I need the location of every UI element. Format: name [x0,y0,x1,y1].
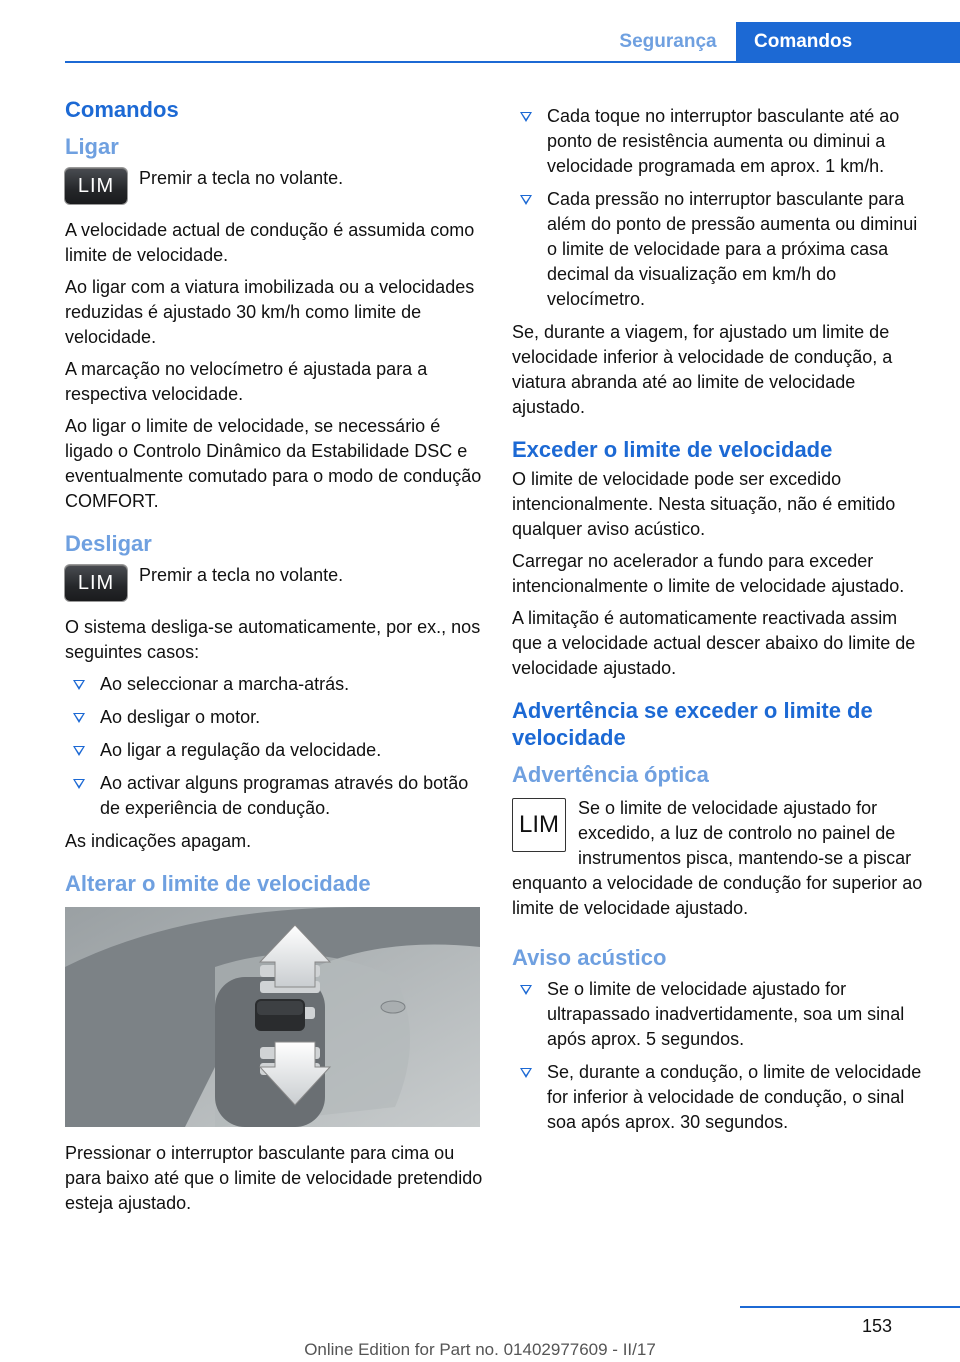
ligar-paragraph-4: Ao ligar o limite de velocidade, se necessário é ligado o Controlo Dinâmico da Estabilidade DSC e eventualmente comutado para o modo de condução COMFORT. [65,416,482,511]
heading-desligar: Desligar [65,531,152,556]
heading-alterar: Alterar o limite de velocidade [65,871,371,896]
exceder-paragraph-3: A limitação é automaticamente reactivada assim que a velocidade actual descer abaixo do limite de velocidade ajustado. [512,608,916,678]
heading-advertencia-optica: Advertência óptica [512,762,709,787]
desligar-key-row [65,563,485,601]
right-column [512,104,932,1143]
exceder-paragraph-1: O limite de velocidade pode ser excedido intencionalmente. Nesta situação, não é emitido qualquer aviso acústico. [512,469,896,539]
lim-indicator-icon: LIM [512,798,566,852]
alterar-caption: Pressionar o interruptor basculante para cima ou para baixo até que o limite de velocidade pretendido esteja ajustado. [65,1143,483,1213]
list-item: Se o limite de velocidade ajustado for ultrapassado inadvertidamente, soa um sinal após aprox. 5 segundos. [512,977,932,1052]
lim-button-icon: LIM [65,168,127,204]
desligar-key-text: Premir a tecla no volante. [139,565,344,585]
acustico-list [512,977,932,1135]
heading-exceder: Exceder o limite de velocidade [512,437,833,462]
ligar-paragraph-3: A marcação no velocímetro é ajustada para a respectiva velocidade. [65,359,428,404]
ligar-key-row [65,166,485,204]
header-active-tab[interactable]: Comandos [736,22,960,62]
header-rule [65,61,960,63]
footer-edition: Online Edition for Part no. 01402977609 - II/17 [304,1340,656,1359]
right-paragraph-1: Se, durante a viagem, for ajustado um limite de velocidade inferior à velocidade de condução, a viatura abranda até ao limite de velocidade ajustado. [512,322,893,417]
lim-button-icon: LIM [65,565,127,601]
left-column [65,96,485,1223]
list-item: Ao activar alguns programas através do botão de experiência de condução. [65,771,485,821]
list-item: Cada pressão no interruptor basculante para além do ponto de pressão aumenta ou diminui o limite de velocidade para a próxima casa decimal da visualização em km/h do velocímetro. [512,187,932,312]
exceder-paragraph-2: Carregar no acelerador a fundo para exceder intencionalmente o limite de velocidade ajustado. [512,551,905,596]
ligar-paragraph-2: Ao ligar com a viatura imobilizada ou a velocidades reduzidas é ajustado 30 km/h como limite de velocidade. [65,277,475,347]
list-item: Se, durante a condução, o limite de velocidade for inferior à velocidade de condução, o sinal soa após aprox. 30 segundos. [512,1060,932,1135]
steering-wheel-image [65,907,480,1127]
optica-text: Se o limite de velocidade ajustado for excedido, a luz de controlo no painel de instrumentos pisca, mantendo-se a piscar enquanto a velocidade de condução for superior ao limite de velocidade ajustado. [512,798,923,918]
page-title: Comandos [65,97,179,122]
desligar-list [65,672,485,821]
heading-ligar: Ligar [65,134,119,159]
list-item: Ao desligar o motor. [65,705,485,730]
toque-list [512,104,932,312]
list-item: Cada toque no interruptor basculante até ao ponto de resistência aumenta ou diminui a velocidade programada em aprox. 1 km/h. [512,104,932,179]
ligar-paragraph-1: A velocidade actual de condução é assumida como limite de velocidade. [65,220,475,265]
optica-block [512,796,932,928]
heading-aviso-acustico: Aviso acústico [512,945,667,970]
footer-rule [740,1306,960,1308]
header-section-tab[interactable]: Segurança [619,31,717,52]
list-item: Ao seleccionar a marcha-atrás. [65,672,485,697]
page-number: 153 [862,1316,893,1336]
list-item: Ao ligar a regulação da velocidade. [65,738,485,763]
desligar-paragraph-1: O sistema desliga-se automaticamente, por ex., nos seguintes casos: [65,617,481,662]
desligar-paragraph-2: As indicações apagam. [65,831,252,851]
heading-advertencia: Advertência se exceder o limite de velocidade [512,698,873,750]
ligar-key-text: Premir a tecla no volante. [139,168,344,188]
